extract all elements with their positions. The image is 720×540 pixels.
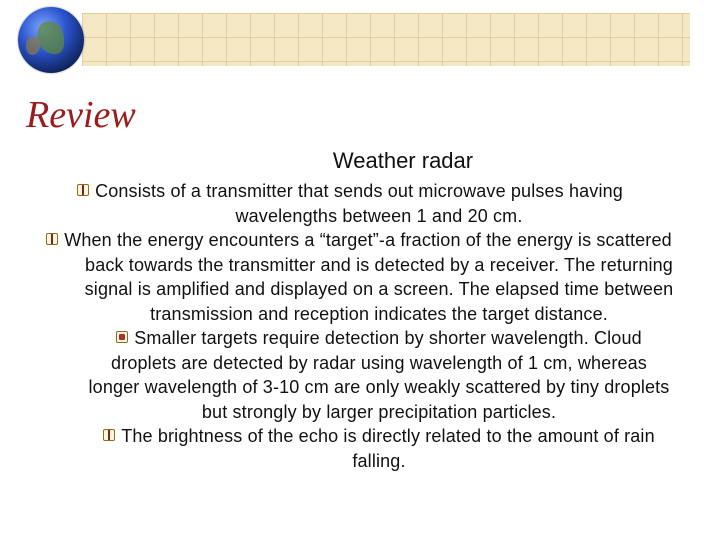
bullet-item: [84, 424, 674, 473]
bullet-text: The brightness of the echo is directly related to the amount of rain falling.: [121, 426, 655, 471]
bullet-text: Smaller targets require detection by shorter wavelength. Cloud droplets are detected by radar using wavelength of 1 cm, whereas longer wavelength of 3-10 cm are only weakly scattered by tiny droplets but strongly by larger precipitation particles.: [88, 328, 670, 422]
map-grid-banner: [82, 13, 690, 66]
globe-icon: [18, 7, 84, 73]
bullet-text: When the energy encounters a “target”-a fraction of the energy is scattered back towards the transmitter and is detected by a receiver. The returning signal is amplified and displayed on a screen. The elapsed time between transmission and reception indicates the target distance.: [64, 230, 674, 324]
bullet-icon: [46, 233, 58, 245]
square-bullet-icon: [116, 331, 128, 343]
slide-subtitle: Weather radar: [332, 148, 474, 173]
slide-title: Review: [26, 94, 136, 136]
bullet-icon: [103, 429, 115, 441]
bullet-text: Consists of a transmitter that sends out microwave pulses having wavelengths between 1 and 20 cm.: [95, 181, 623, 226]
bullet-item: [84, 179, 674, 228]
slide-content: [64, 148, 674, 473]
bullet-item: [64, 228, 674, 326]
bullet-item: [84, 326, 674, 424]
bullet-icon: [77, 184, 89, 196]
